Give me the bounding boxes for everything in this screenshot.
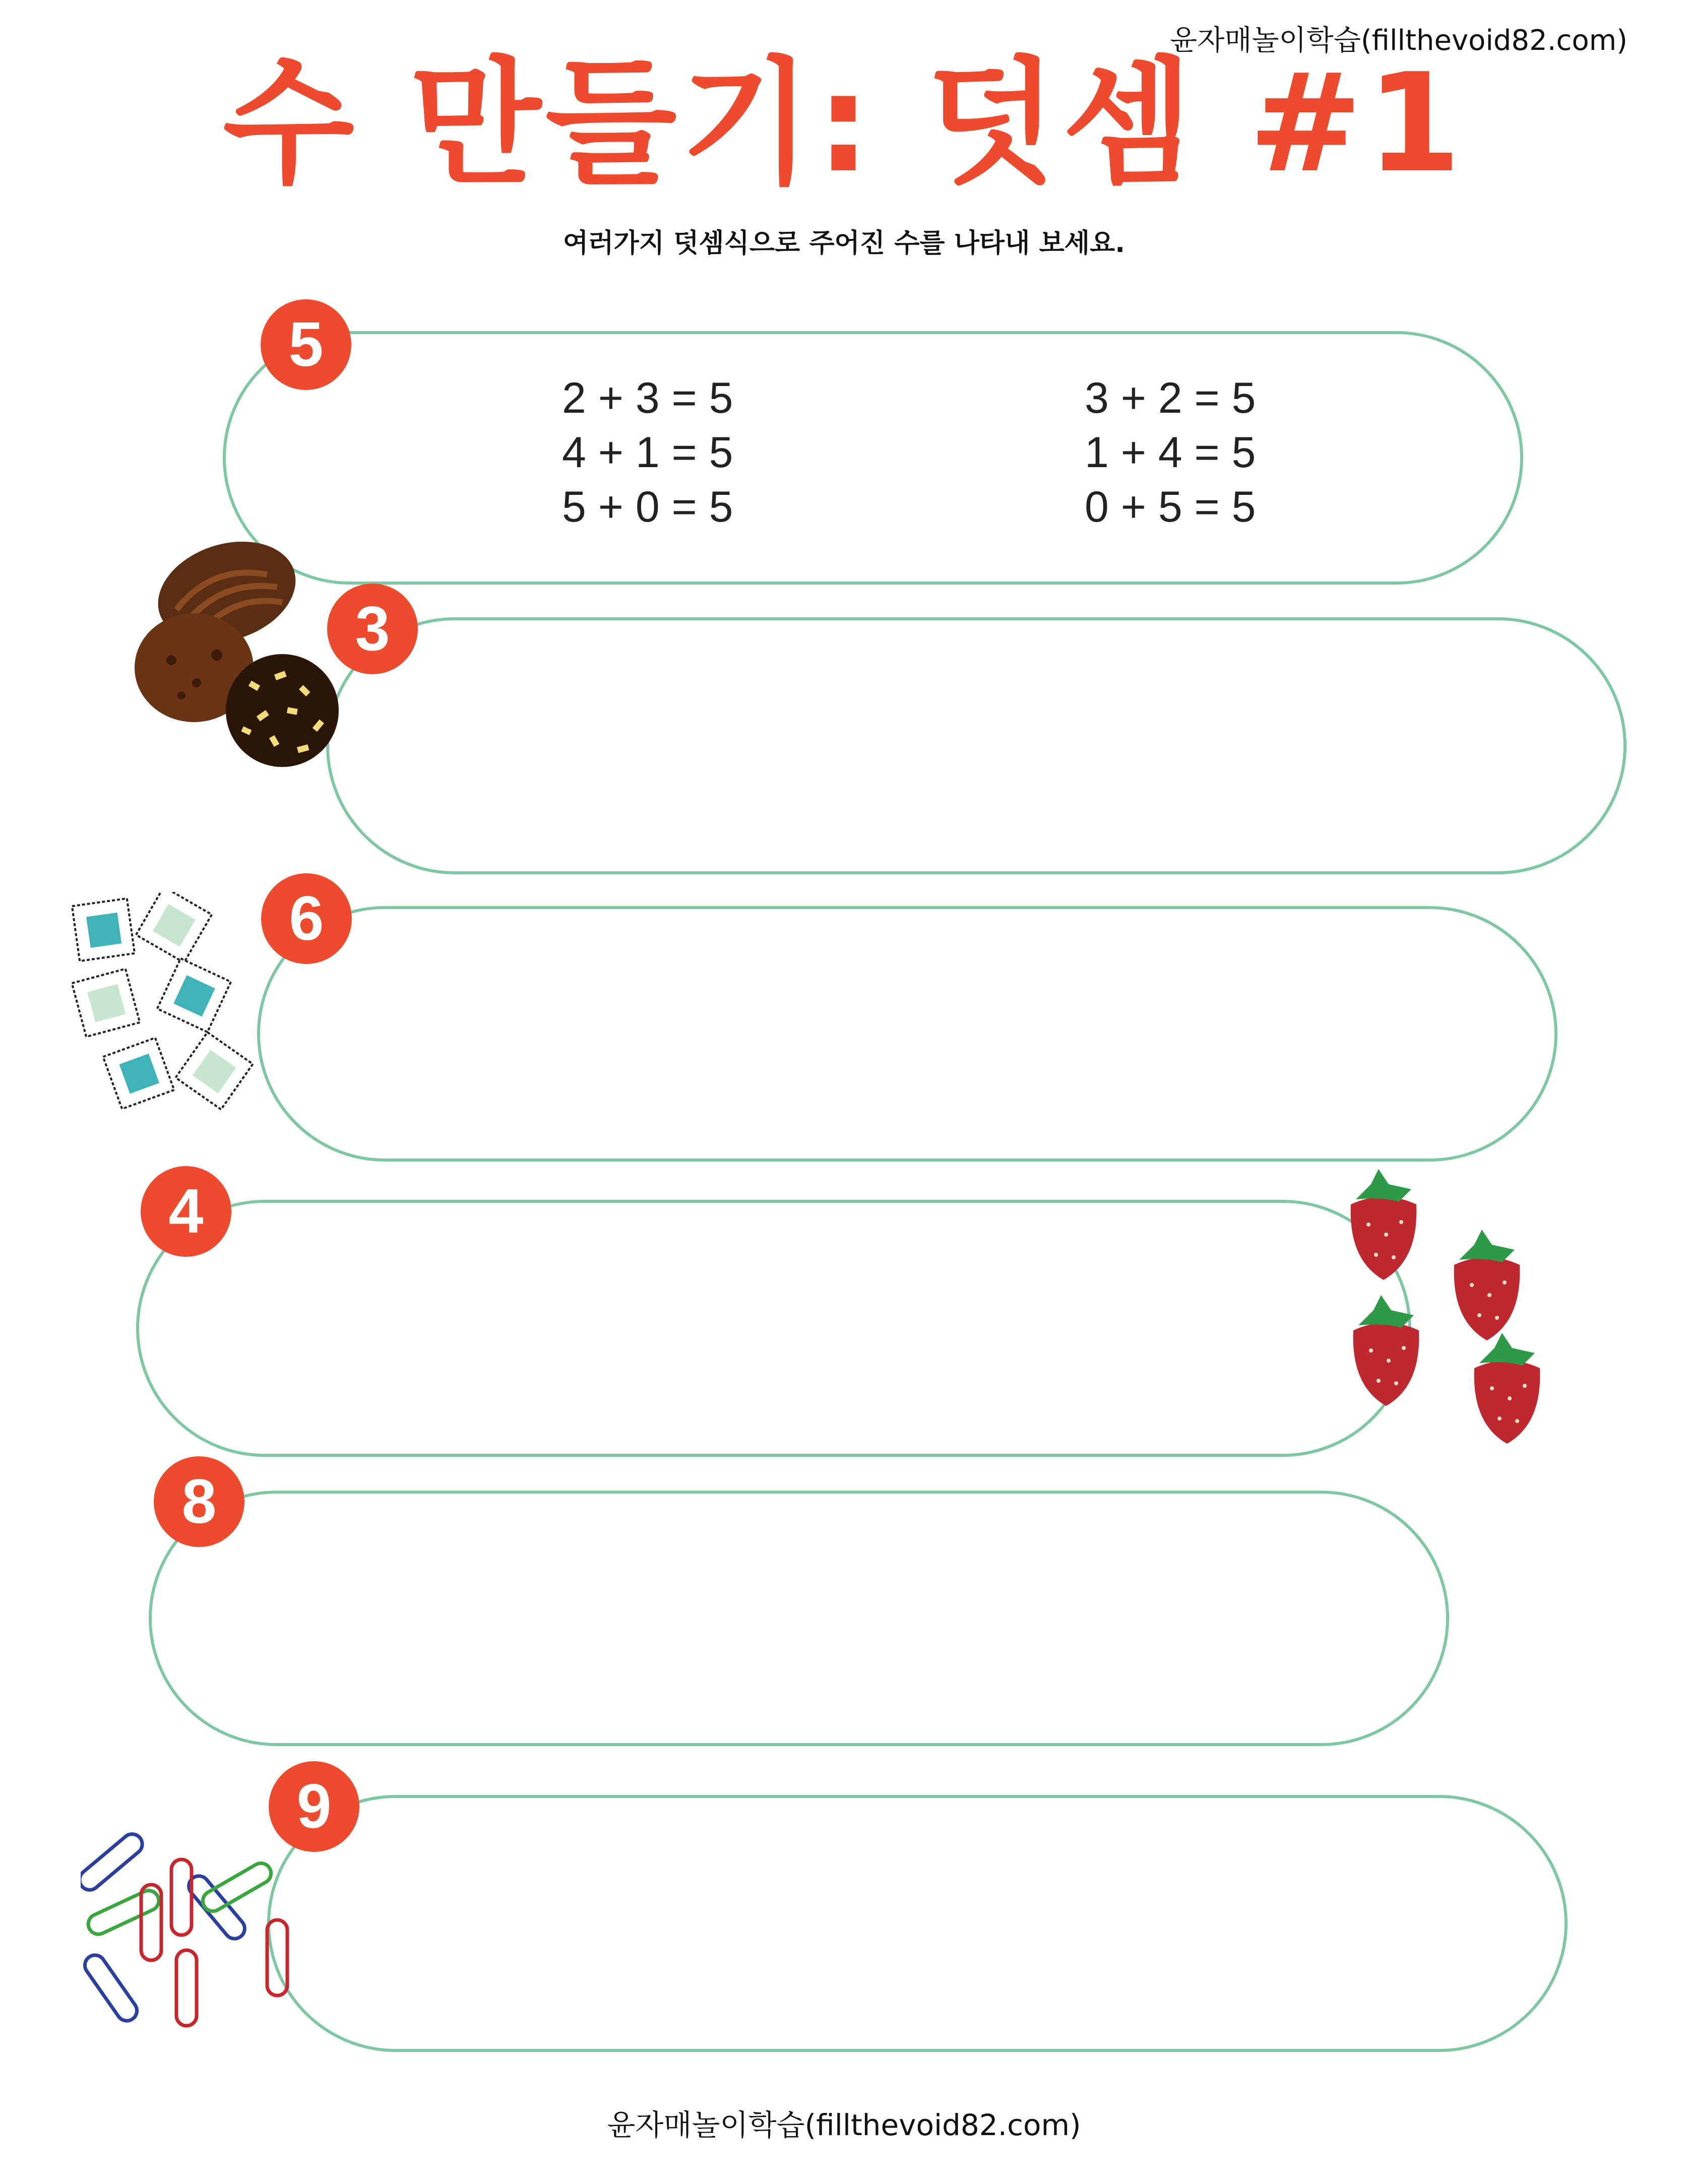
answer-box-8[interactable] <box>149 1491 1449 1746</box>
equation: 2 + 3 = 5 <box>562 374 733 422</box>
answer-box-3[interactable] <box>326 617 1627 874</box>
paper-clips-illustration <box>81 1809 312 2041</box>
credit-top: 윤자매놀이학습(fillthevoid82.com) <box>1170 24 1628 57</box>
equation: 4 + 1 = 5 <box>562 428 733 477</box>
number-badge-5: 5 <box>261 299 351 390</box>
page-title: 수 만들기: 덧셈 #1 <box>223 44 1465 203</box>
number-badge-3: 3 <box>327 584 418 674</box>
equation: 3 + 2 = 5 <box>1085 374 1256 422</box>
number-badge-6: 6 <box>261 873 352 964</box>
credit-bottom: 윤자매놀이학습(fillthevoid82.com) <box>607 2108 1081 2142</box>
number-badge-4: 4 <box>141 1166 231 1257</box>
answer-box-9[interactable] <box>267 1795 1568 2052</box>
answer-box-4[interactable] <box>136 1200 1411 1457</box>
number-badge-9: 9 <box>269 1761 359 1852</box>
answer-box-5[interactable] <box>223 331 1523 585</box>
equations-left <box>562 371 733 534</box>
equations-right <box>1085 371 1256 534</box>
instructions: 여러가지 덧셈식으로 주어진 수를 나타내 보세요. <box>563 228 1125 259</box>
equation: 5 + 0 = 5 <box>562 483 733 531</box>
equation: 0 + 5 = 5 <box>1085 483 1256 531</box>
number-badge-8: 8 <box>154 1456 244 1547</box>
postage-stamps-illustration <box>71 892 262 1124</box>
equation: 1 + 4 = 5 <box>1085 428 1256 477</box>
answer-box-6[interactable] <box>257 906 1557 1162</box>
chocolate-truffles-illustration <box>121 534 343 771</box>
strawberries-illustration <box>1341 1164 1583 1476</box>
